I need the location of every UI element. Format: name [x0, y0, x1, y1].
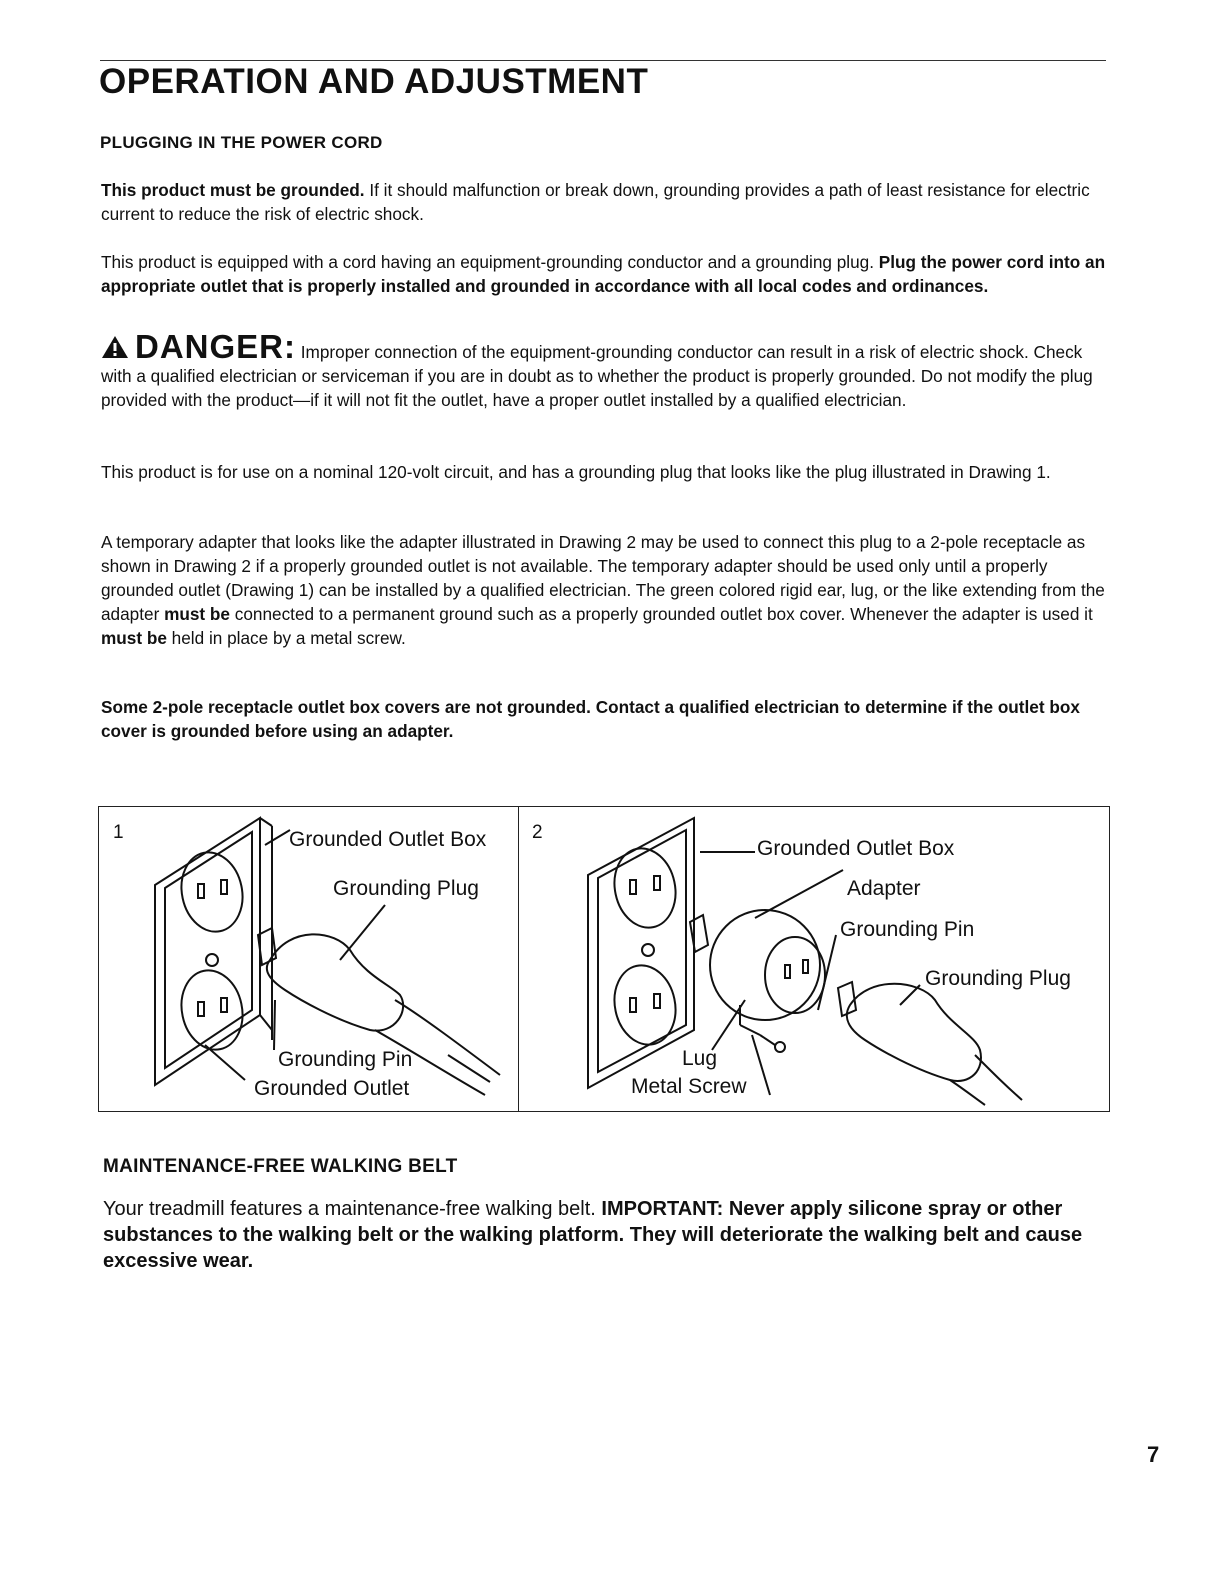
grounding-plug-2 [752, 982, 1022, 1105]
danger-text: Improper connection of the equipment-grounding conductor can result in a risk of electric shock. Check with a qualified electrician or serviceman if you are in doubt as to whether the product is properly grounded. Do not modify the plug provided with the product—if it will not fit the outlet, have a proper outlet installed by a qualified electrician. [101, 342, 1093, 410]
label-grounding-plug-1: Grounding Plug [333, 877, 479, 900]
adapter-bold-a: must be [164, 604, 230, 624]
grounded-bold-text: This product must be grounded. [101, 180, 365, 200]
paragraph-voltage: This product is for use on a nominal 120-volt circuit, and has a grounding plug that looks like the plug illustrated in Drawing 1. [101, 462, 1051, 482]
figure-number-2: 2 [532, 822, 543, 843]
outlet-plate-2 [588, 818, 755, 1088]
danger-label: DANGER: [135, 328, 296, 365]
label-metal-screw-2: Metal Screw [631, 1075, 747, 1098]
section-heading-power-cord: PLUGGING IN THE POWER CORD [100, 133, 383, 152]
label-lug-2: Lug [682, 1047, 718, 1070]
section-heading-walking-belt: MAINTENANCE-FREE WALKING BELT [103, 1156, 458, 1177]
adapter-2 [690, 870, 843, 1052]
paragraph-walking-belt [103, 1196, 1113, 1274]
label-grounded-outlet-box-2: Grounded Outlet Box [757, 837, 955, 860]
paragraph-receptacle-warning: Some 2-pole receptacle outlet box covers are not grounded. Contact a qualified electrician to determine if the outlet box cover is grounded before using an adapter. [101, 697, 1080, 741]
label-grounded-outlet-box-1: Grounded Outlet Box [289, 828, 487, 851]
walking-belt-bold-text: IMPORTANT: Never apply silicone spray or other substances to the walking belt or the walking platform. They will deteriorate the walking belt and cause excessive wear. [103, 1198, 1083, 1272]
equipment-bold-text: Plug the power cord into an appropriate outlet that is properly installed and grounded in accordance with all local codes and ordinances. [101, 252, 1106, 296]
equipment-text: This product is equipped with a cord having an equipment-grounding conductor and a grounding plug. [101, 252, 879, 272]
outlet-plate-1 [155, 818, 272, 1085]
adapter-text-b: connected to a permanent ground such as a properly grounded outlet box cover. Whenever the adapter is used it [229, 604, 1093, 624]
label-grounding-pin-1: Grounding Pin [278, 1048, 413, 1071]
label-adapter-2: Adapter [847, 877, 921, 900]
label-grounding-pin-2: Grounding Pin [840, 918, 975, 941]
grounded-text: If it should malfunction or break down, grounding provides a path of least resistance for electric current to reduce the risk of electric shock. [101, 180, 1090, 224]
walking-belt-text: Your treadmill features a maintenance-free walking belt. [103, 1198, 602, 1220]
adapter-bold-b: must be [101, 628, 167, 648]
label-grounding-plug-2: Grounding Plug [925, 967, 1071, 990]
page-title: OPERATION AND ADJUSTMENT [99, 62, 649, 101]
label-grounded-outlet-1: Grounded Outlet [254, 1077, 410, 1100]
adapter-text-a: A temporary adapter that looks like the adapter illustrated in Drawing 2 may be used to connect this plug to a 2-pole receptacle as shown in Drawing 2 if a properly grounded outlet is not available. The temporary adapter should be used only until a properly grounded outlet (Drawing 1) can be installed by a qualified electrician. The green colored rigid ear, lug, or the like extending from the adapter [101, 532, 1105, 624]
adapter-text-c: held in place by a metal screw. [166, 628, 406, 648]
page-number: 7 [1147, 1442, 1160, 1467]
figure-number-1: 1 [113, 822, 124, 843]
